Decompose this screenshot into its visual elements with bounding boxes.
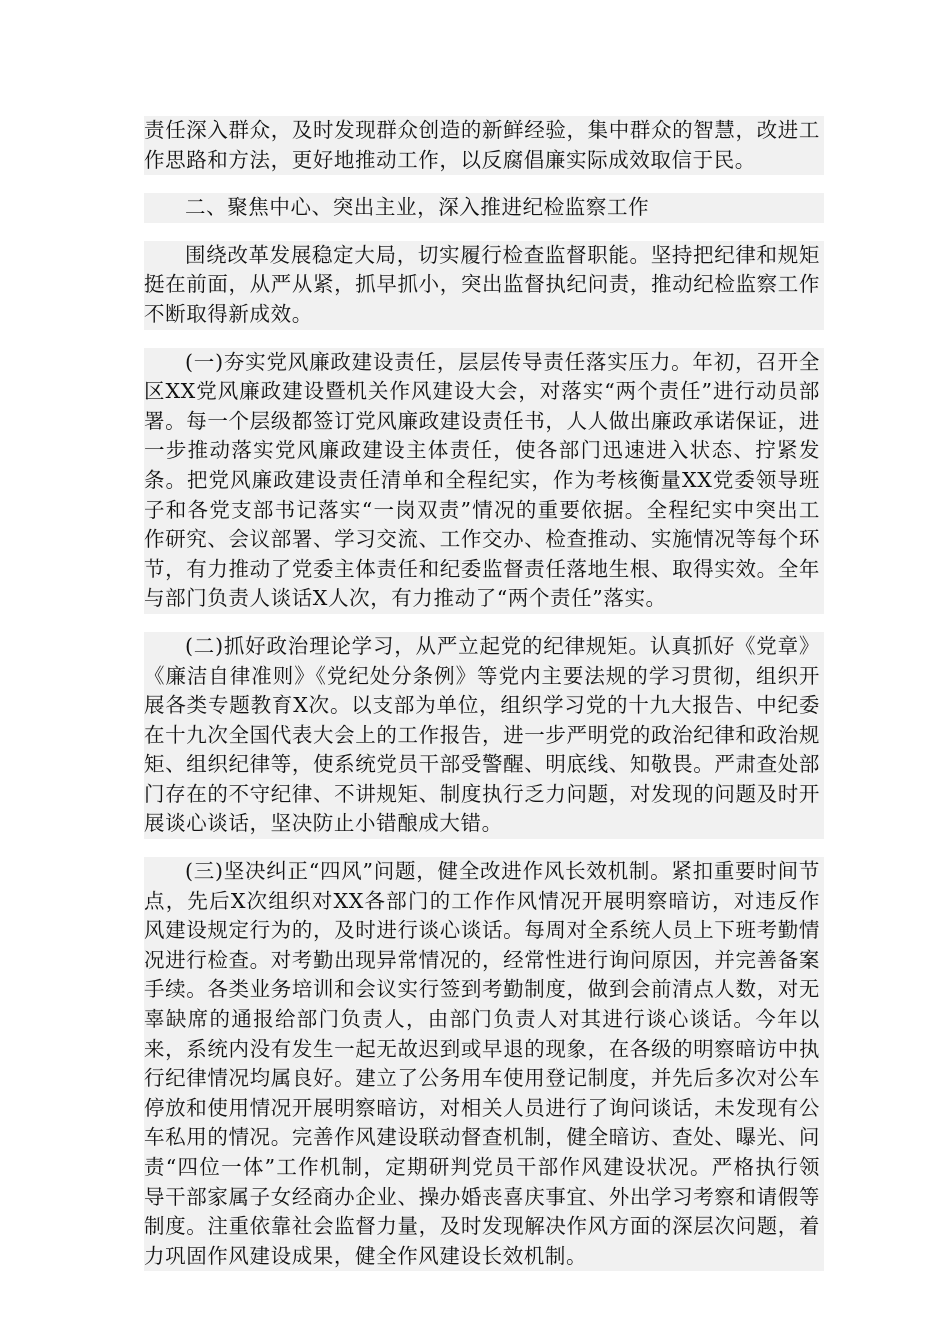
paragraph-item-3: (三)坚决纠正“四风”问题，健全改进作风长效机制。紧扣重要时间节点，先后X次组织对XX各部门的工作作风情况开展明察暗访，对违反作风建设规定行为的，及时进行谈心谈话。每周对全系统人员上下班考勤情况进行检查。对考勤出现异常情况的，经常性进行询问原因，并完善备案手续。各类业务培训和会议实行签到考勤制度，做到会前清点人数，对无辜缺席的通报给部门负责人，由部门负责人对其进行谈心谈话。今年以来，系统内没有发生一起无故迟到或早退的现象，在各级的明察暗访中执行纪律情况均属良好。建立了公务用车使用登记制度，并先后多次对公车停放和使用情况开展明察暗访，对相关人员进行了询问谈话，未发现有公车私用的情况。完善作风建设联动督查机制，健全暗访、查处、曝光、问责“四位一体”工作机制，定期研判党员干部作风建设状况。严格执行领导干部家属子女经商办企业、操办婚丧喜庆事宜、外出学习考察和请假等制度。注重依靠社会监督力量，及时发现解决作风方面的深层次问题，着力巩固作风建设成果，健全作风建设长效机制。 <box>144 857 824 1271</box>
document-page <box>144 116 824 1271</box>
paragraph-item-2: (二)抓好政治理论学习，从严立起党的纪律规矩。认真抓好《党章》《廉洁自律准则》《党纪处分条例》等党内主要法规的学习贯彻，组织开展各类专题教育X次。以支部为单位，组织学习党的十九大报告、中纪委在十九次全国代表大会上的工作报告，进一步严明党的政治纪律和政治规矩、组织纪律等，使系统党员干部受警醒、明底线、知敬畏。严肃查处部门存在的不守纪律、不讲规矩、制度执行乏力问题，对发现的问题及时开展谈心谈话，坚决防止小错酿成大错。 <box>144 632 824 839</box>
paragraph-item-1: (一)夯实党风廉政建设责任，层层传导责任落实压力。年初，召开全区XX党风廉政建设暨机关作风建设大会，对落实“两个责任”进行动员部署。每一个层级都签订党风廉政建设责任书，人人做出廉政承诺保证，进一步推动落实党风廉政建设主体责任，使各部门迅速进入状态、拧紧发条。把党风廉政建设责任清单和全程纪实，作为考核衡量XX党委领导班子和各党支部书记落实“一岗双责”情况的重要依据。全程纪实中突出工作研究、会议部署、学习交流、工作交办、检查推动、实施情况等每个环节，有力推动了党委主体责任和纪委监督责任落地生根、取得实效。全年与部门负责人谈话X人次，有力推动了“两个责任”落实。 <box>144 348 824 614</box>
section-heading: 二、聚焦中心、突出主业，深入推进纪检监察工作 <box>144 193 824 223</box>
paragraph-intro: 围绕改革发展稳定大局，切实履行检查监督职能。坚持把纪律和规矩挺在前面，从严从紧，抓早抓小，突出监督执纪问责，推动纪检监察工作不断取得新成效。 <box>144 241 824 330</box>
paragraph-continuation: 责任深入群众，及时发现群众创造的新鲜经验，集中群众的智慧，改进工作思路和方法，更好地推动工作，以反腐倡廉实际成效取信于民。 <box>144 116 824 175</box>
